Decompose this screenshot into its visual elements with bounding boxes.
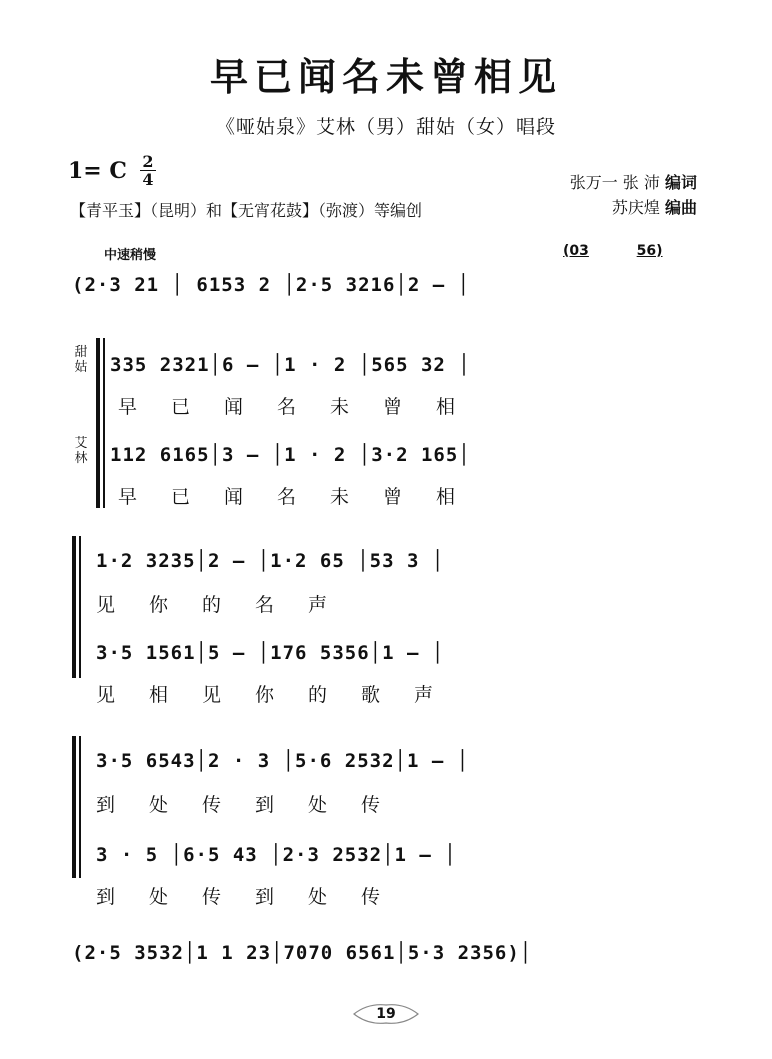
time-signature <box>140 154 156 187</box>
lyrics-role: 编词 <box>664 173 697 192</box>
entry-cue <box>563 243 663 259</box>
notation-male-3: 3 · 5 │6·5 43 │2·3 2532│1 — │ <box>96 844 457 866</box>
lyric-female-2: 见你的名声 <box>96 594 362 616</box>
music-credit <box>612 195 697 218</box>
time-signature-top: 2 <box>142 152 154 171</box>
music-author: 苏庆煌 <box>611 198 660 217</box>
system-bracket-inner <box>79 536 81 678</box>
music-role: 编曲 <box>664 198 697 217</box>
lyric-male-2: 见相见你的歌声 <box>96 684 468 706</box>
system-bracket <box>72 536 76 678</box>
system-bracket-inner <box>79 736 81 878</box>
voice-label-female: 甜 姑 <box>74 345 88 375</box>
outro-notation: (2·5 3532│1 1 23│7070 6561│5·3 2356)│ <box>72 942 533 964</box>
lyric-female-3: 到处传到处传 <box>96 794 415 816</box>
lyric-male-1: 早已闻名未曾相 <box>118 486 490 508</box>
tempo-marking: 中速稍慢 <box>104 248 157 263</box>
key-signature: 1= C <box>68 158 127 184</box>
cue-part-b: 56) <box>636 243 663 259</box>
lyric-female-1: 早已闻名未曾相 <box>118 396 490 418</box>
system-bracket <box>72 736 76 878</box>
notation-female-3: 3·5 6543│2 · 3 │5·6 2532│1 — │ <box>96 750 470 772</box>
lyrics-credit <box>570 170 697 193</box>
origin-note: 【青平玉】（昆明）和【无宵花鼓】（弥渡）等编创 <box>70 201 423 220</box>
system-bracket-inner <box>103 338 105 508</box>
notation-male-1: 112 6165│3 — │1 · 2 │3·2 165│ <box>110 444 471 466</box>
notation-female-2: 1·2 3235│2 — │1·2 65 │53 3 │ <box>96 550 445 572</box>
cue-part-a: (03 <box>563 243 589 259</box>
page-number: 19 <box>376 1006 396 1022</box>
voice-label-male: 艾 林 <box>74 436 88 466</box>
page-title: 早已闻名未曾相见 <box>209 54 562 99</box>
notation-female-1: 335 2321│6 — │1 · 2 │565 32 │ <box>110 354 471 376</box>
lyric-male-3: 到处传到处传 <box>96 886 415 908</box>
page-subtitle: 《哑姑泉》艾林（男）甜姑（女）唱段 <box>215 116 556 138</box>
time-signature-bottom: 4 <box>142 170 154 189</box>
system-bracket <box>96 338 100 508</box>
notation-male-2: 3·5 1561│5 — │176 5356│1 — │ <box>96 642 445 664</box>
intro-notation: (2·3 21 │ 6153 2 │2·5 3216│2 — │ <box>72 274 471 296</box>
lyrics-authors: 张万一 张 沛 <box>569 173 660 192</box>
